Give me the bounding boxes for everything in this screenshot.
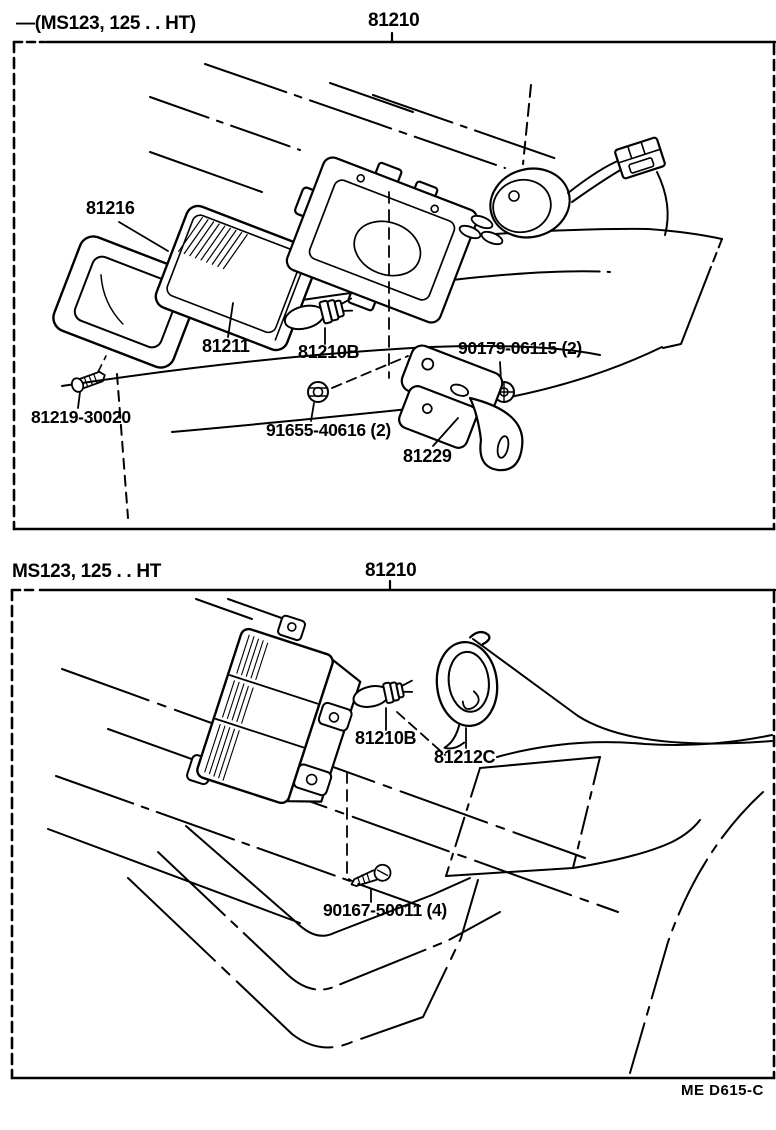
- screw-assembly-dashes: [98, 356, 106, 372]
- part-label-bulb-2: 81210B: [355, 728, 417, 748]
- bottom-panel-body-lines: [48, 599, 772, 1073]
- bezel-assembly-dashes: [117, 374, 128, 518]
- nut-b-drawing: [308, 382, 328, 402]
- part-label-bracket: 81229: [403, 446, 452, 466]
- lamp-mount-dashes: [347, 772, 352, 881]
- screw-leader-line: [78, 392, 80, 408]
- part-label-nut-b: 91655-40616 (2): [266, 420, 391, 440]
- bulb-drawing-2: [352, 678, 416, 710]
- part-label-screw-2: 90167-50011 (4): [323, 900, 447, 920]
- part-label-lens: 81211: [202, 336, 250, 356]
- bezel-leader-line: [119, 222, 168, 251]
- top-panel-header: —(MS123, 125 . . HT): [16, 13, 196, 34]
- bottom-panel-header: MS123, 125 . . HT: [12, 561, 162, 582]
- top-panel-assembly-number: 81210: [368, 10, 420, 31]
- part-label-bulb: 81210B: [298, 342, 360, 362]
- bottom-panel-assembly-number: 81210: [365, 560, 417, 581]
- mount-screw-drawing-2: [349, 863, 393, 890]
- bulb-socket-drawing: [458, 160, 624, 247]
- part-label-bezel: 81216: [86, 198, 135, 218]
- bottom-panel-frame: [12, 581, 775, 1078]
- part-label-nut-a: 90179-06115 (2): [458, 338, 582, 358]
- figure-code: ME D615-C: [681, 1082, 764, 1099]
- lamp-cover-drawing: [432, 631, 503, 749]
- part-label-cover: 81212C: [434, 747, 496, 767]
- part-label-screw: 81219-30020: [31, 407, 131, 427]
- fog-lamp-assembly-drawing: [186, 602, 375, 822]
